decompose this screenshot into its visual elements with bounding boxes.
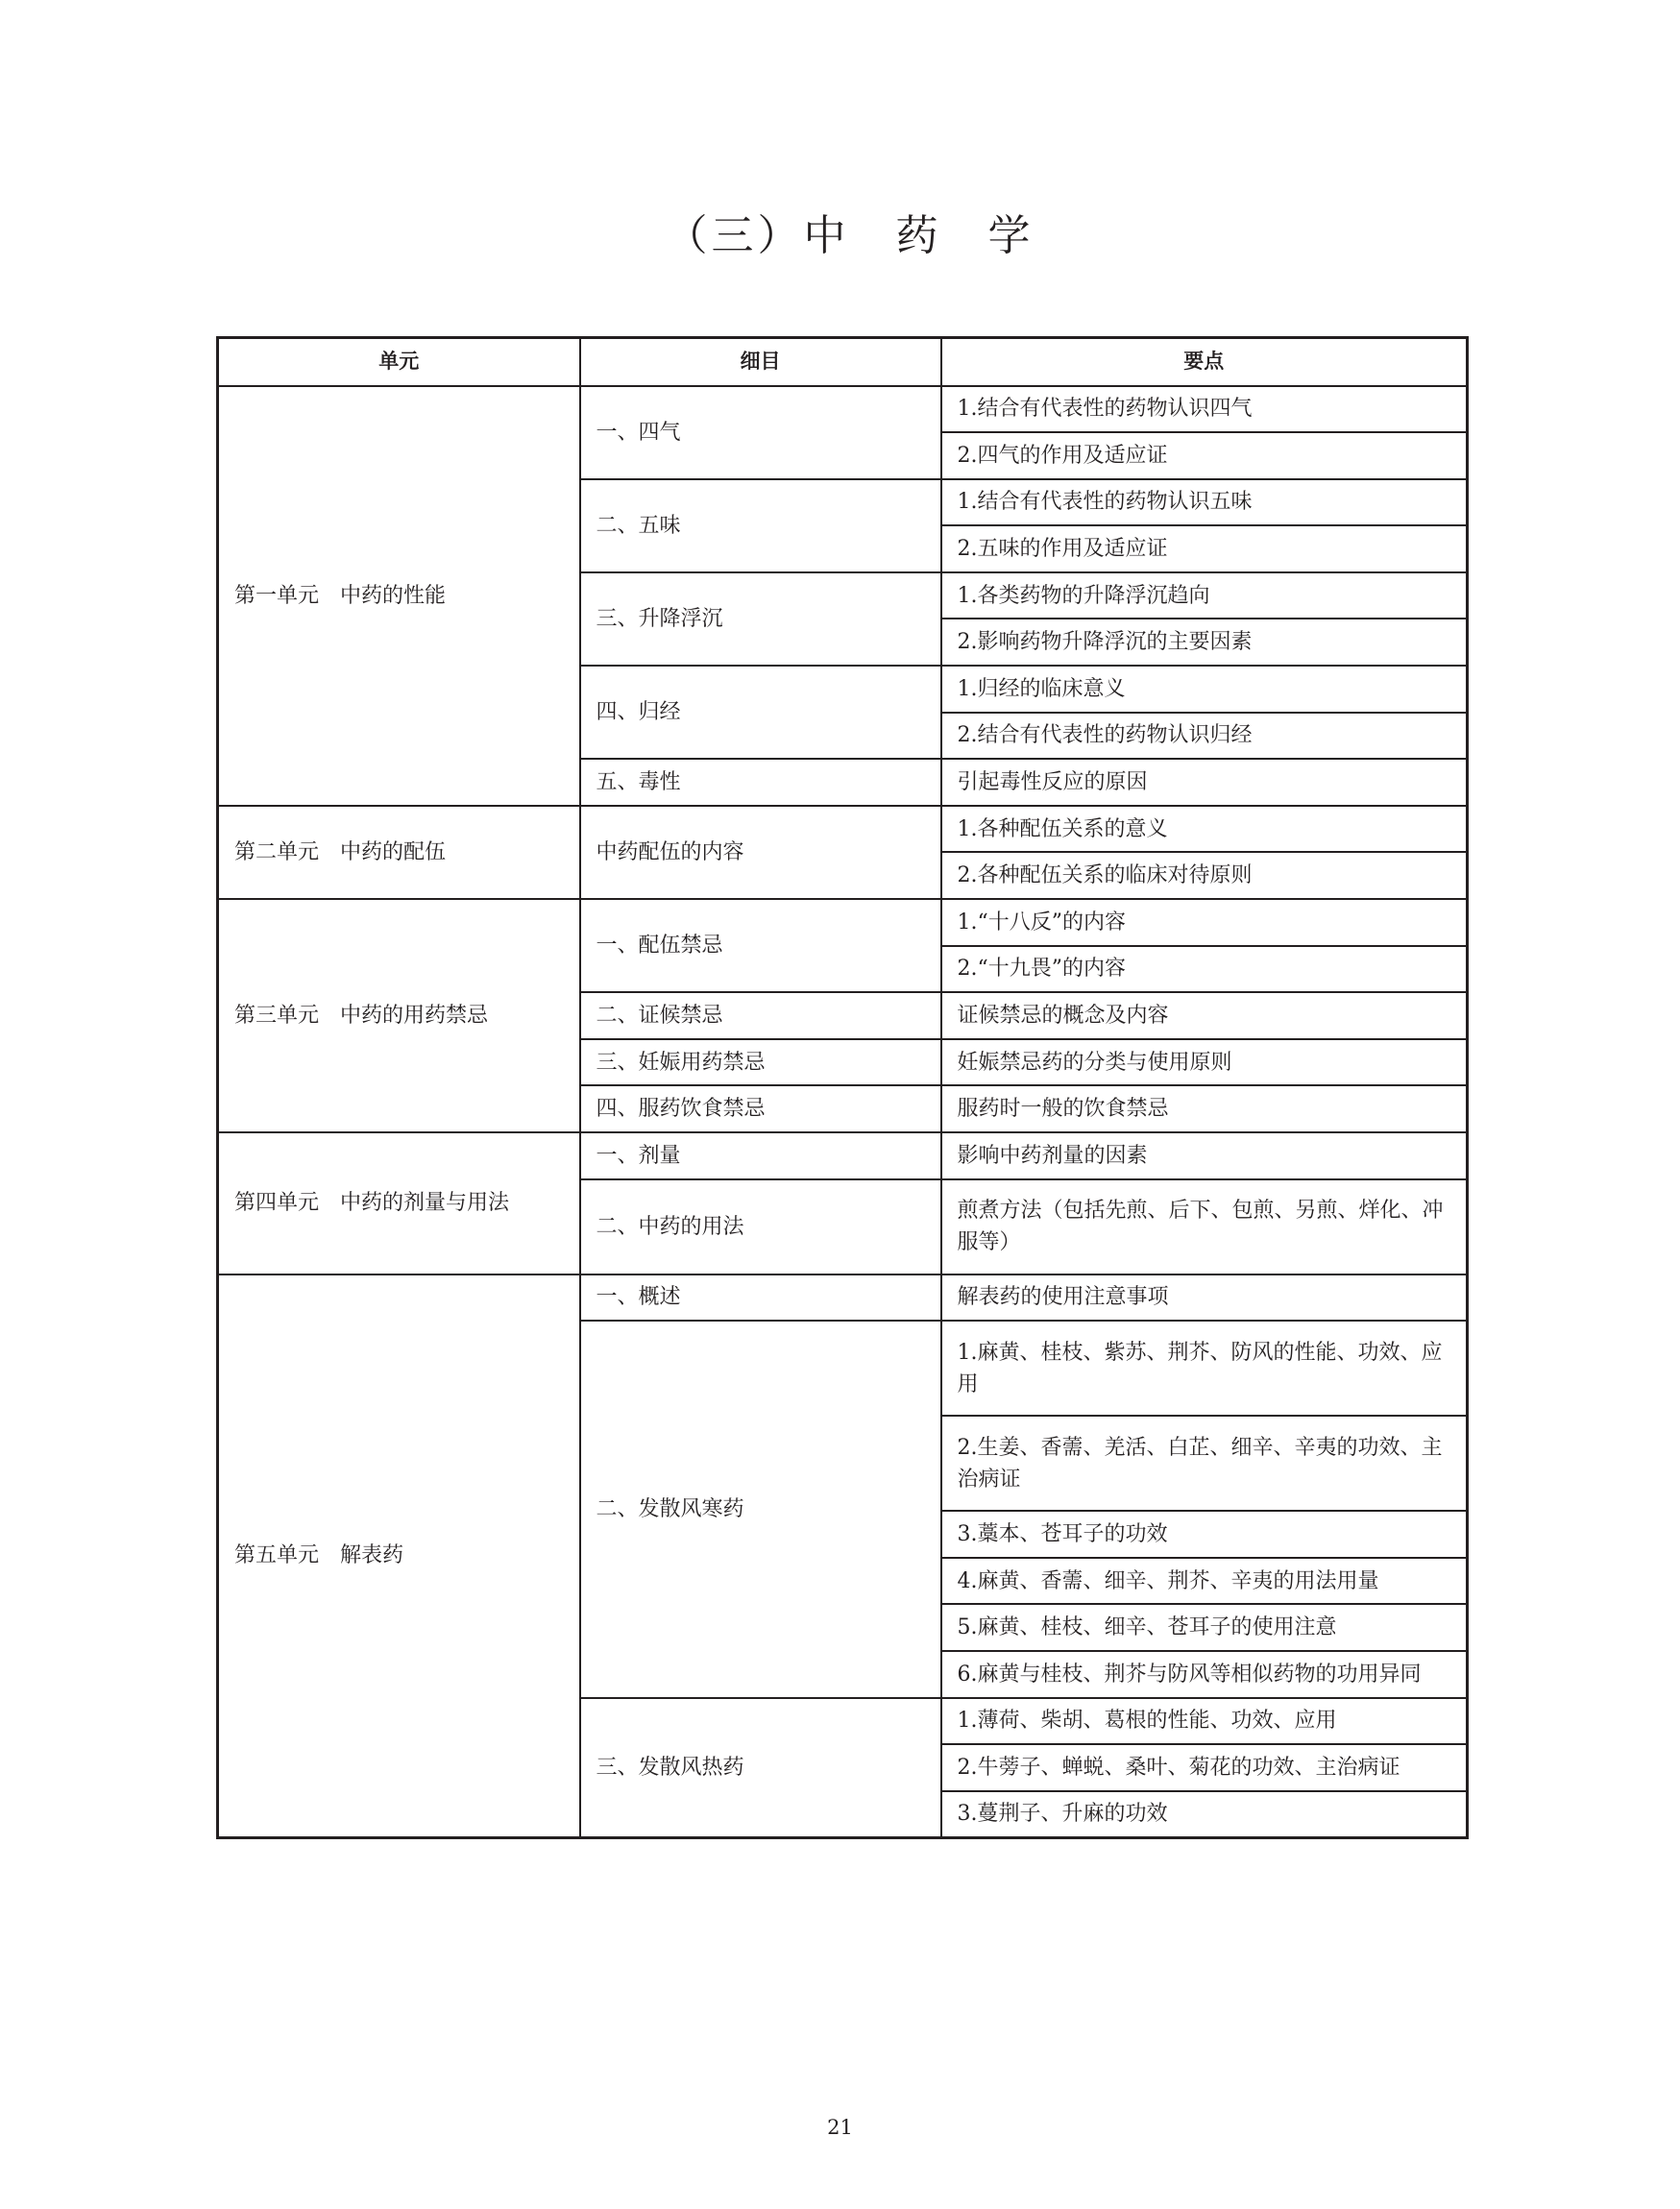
point-cell: 1.各种配伍关系的意义 bbox=[941, 806, 1468, 853]
item-cell: 四、归经 bbox=[580, 666, 941, 759]
item-cell: 三、妊娠用药禁忌 bbox=[580, 1039, 941, 1086]
unit-cell: 第三单元 中药的用药禁忌 bbox=[218, 899, 580, 1132]
point-cell: 解表药的使用注意事项 bbox=[941, 1274, 1468, 1322]
item-cell: 一、剂量 bbox=[580, 1132, 941, 1179]
point-cell: 2.生姜、香薷、羌活、白芷、细辛、辛夷的功效、主治病证 bbox=[941, 1416, 1468, 1511]
item-cell: 一、概述 bbox=[580, 1274, 941, 1322]
point-cell: 3.蔓荆子、升麻的功效 bbox=[941, 1791, 1468, 1838]
item-cell: 一、配伍禁忌 bbox=[580, 899, 941, 992]
item-cell: 二、中药的用法 bbox=[580, 1179, 941, 1274]
point-cell: 1.麻黄、桂枝、紫苏、荆芥、防风的性能、功效、应用 bbox=[941, 1321, 1468, 1416]
table-row bbox=[218, 1132, 1468, 1179]
table-row bbox=[218, 899, 1468, 946]
point-cell: 1.各类药物的升降浮沉趋向 bbox=[941, 572, 1468, 619]
point-cell: 2.结合有代表性的药物认识归经 bbox=[941, 713, 1468, 760]
item-cell: 二、证候禁忌 bbox=[580, 992, 941, 1039]
point-cell: 4.麻黄、香薷、细辛、荆芥、辛夷的用法用量 bbox=[941, 1558, 1468, 1605]
unit-cell: 第四单元 中药的剂量与用法 bbox=[218, 1132, 580, 1274]
point-cell: 引起毒性反应的原因 bbox=[941, 759, 1468, 806]
point-cell: 3.藁本、苍耳子的功效 bbox=[941, 1511, 1468, 1558]
header-unit: 单元 bbox=[218, 338, 580, 386]
point-cell: 2.影响药物升降浮沉的主要因素 bbox=[941, 619, 1468, 666]
item-cell: 二、五味 bbox=[580, 479, 941, 572]
point-cell: 服药时一般的饮食禁忌 bbox=[941, 1085, 1468, 1132]
point-cell: 2.牛蒡子、蝉蜕、桑叶、菊花的功效、主治病证 bbox=[941, 1744, 1468, 1791]
item-cell: 三、升降浮沉 bbox=[580, 572, 941, 666]
syllabus-table bbox=[216, 336, 1469, 1839]
item-cell: 四、服药饮食禁忌 bbox=[580, 1085, 941, 1132]
unit-cell: 第一单元 中药的性能 bbox=[218, 386, 580, 806]
point-cell: 妊娠禁忌药的分类与使用原则 bbox=[941, 1039, 1468, 1086]
point-cell: 1.归经的临床意义 bbox=[941, 666, 1468, 713]
header-points: 要点 bbox=[941, 338, 1468, 386]
table-header-row bbox=[218, 338, 1468, 386]
page-title: （三）中 药 学 bbox=[665, 211, 1035, 260]
point-cell: 1.结合有代表性的药物认识五味 bbox=[941, 479, 1468, 526]
point-cell: 2.各种配伍关系的临床对待原则 bbox=[941, 852, 1468, 899]
item-cell: 三、发散风热药 bbox=[580, 1698, 941, 1838]
point-cell: 1.结合有代表性的药物认识四气 bbox=[941, 386, 1468, 433]
item-cell: 五、毒性 bbox=[580, 759, 941, 806]
point-cell: 2.“十九畏”的内容 bbox=[941, 946, 1468, 993]
point-cell: 影响中药剂量的因素 bbox=[941, 1132, 1468, 1179]
point-cell: 煎煮方法（包括先煎、后下、包煎、另煎、烊化、冲服等） bbox=[941, 1179, 1468, 1274]
page-number: 21 bbox=[827, 2116, 853, 2139]
item-cell: 一、四气 bbox=[580, 386, 941, 479]
point-cell: 2.四气的作用及适应证 bbox=[941, 432, 1468, 479]
point-cell: 5.麻黄、桂枝、细辛、苍耳子的使用注意 bbox=[941, 1604, 1468, 1651]
item-cell: 二、发散风寒药 bbox=[580, 1321, 941, 1697]
item-cell: 中药配伍的内容 bbox=[580, 806, 941, 899]
table-row bbox=[218, 1274, 1468, 1322]
table-row bbox=[218, 386, 1468, 433]
unit-cell: 第五单元 解表药 bbox=[218, 1274, 580, 1838]
table-row bbox=[218, 806, 1468, 853]
point-cell: 2.五味的作用及适应证 bbox=[941, 525, 1468, 572]
point-cell: 6.麻黄与桂枝、荆芥与防风等相似药物的功用异同 bbox=[941, 1651, 1468, 1698]
point-cell: 证候禁忌的概念及内容 bbox=[941, 992, 1468, 1039]
point-cell: 1.薄荷、柴胡、葛根的性能、功效、应用 bbox=[941, 1698, 1468, 1745]
unit-cell: 第二单元 中药的配伍 bbox=[218, 806, 580, 899]
point-cell: 1.“十八反”的内容 bbox=[941, 899, 1468, 946]
header-item: 细目 bbox=[580, 338, 941, 386]
